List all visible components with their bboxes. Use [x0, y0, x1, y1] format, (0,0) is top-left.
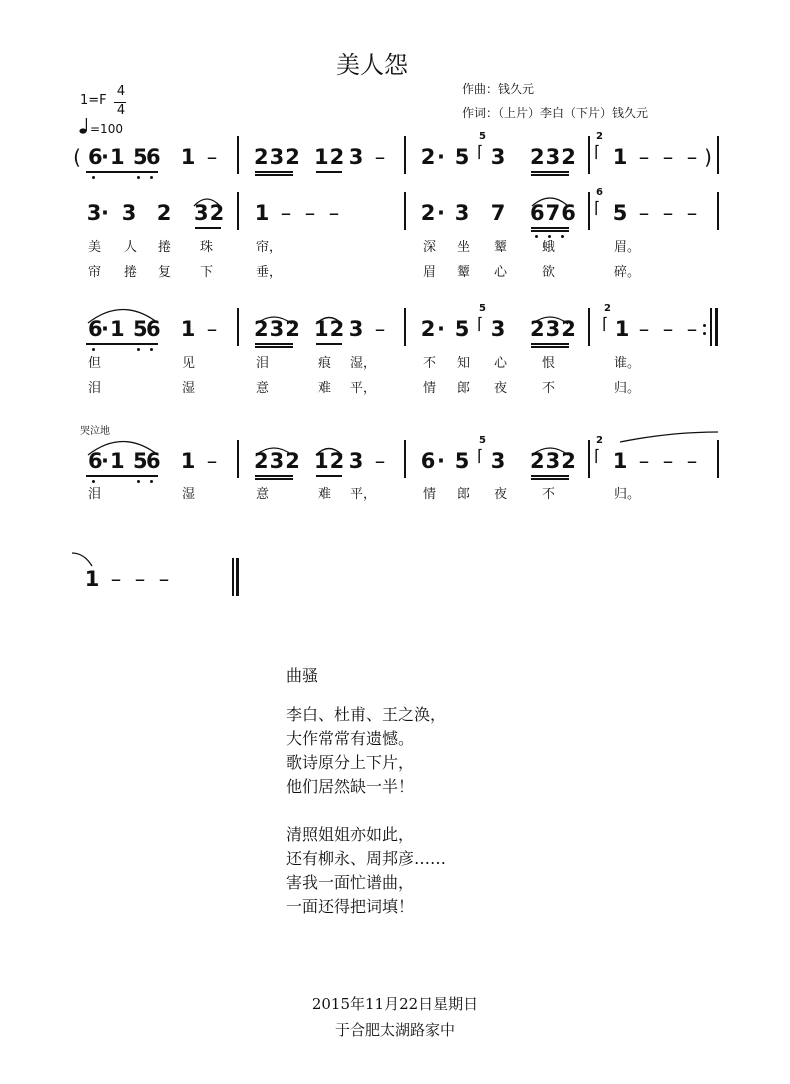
footer-date: 2015年11月22日星期日 [311, 995, 479, 1013]
poem-stanza1-line4: 他们居然缺一半！ [286, 777, 415, 796]
music-line-2: 3 · 3 2 32 1 – – – 2 · 3 7 676 6 ⌈ 5 – – – [0, 200, 790, 240]
open-paren: ( [73, 145, 81, 169]
poem-stanza1-line2: 大作常常有遗憾。 [286, 729, 415, 748]
poem-stanza2-line4: 一面还得把词填！ [286, 897, 415, 916]
time-signature-top: 4 [116, 84, 126, 99]
poem-stanza2-line3: 害我一面忙谱曲， [286, 873, 415, 892]
poem-stanza2-line1: 清照姐姐亦如此， [286, 825, 415, 844]
poem-stanza2-line2: 还有柳永、周邦彦…… [286, 849, 447, 868]
music-line-4: 6 · 1 5 6 1 – 232 12 3 – 6 · 5 5 ⌈ 3 232 2 ⌈ 1 – – – [0, 448, 790, 488]
time-signature-bottom: 4 [116, 103, 126, 118]
poem-stanza1-line1: 李白、杜甫、王之涣， [286, 705, 447, 724]
composer-credit: 作曲：钱久元 [462, 82, 535, 96]
footer-place: 于合肥太湖路家中 [334, 1021, 455, 1039]
tempo-marking: =100 [90, 122, 123, 136]
lyricist-credit: 作词：（上片）李白（下片）钱久元 [462, 106, 649, 120]
song-title: 美人怨 [336, 51, 408, 79]
music-line-1: ( 6 · 1 5 6 1 – 232 12 3 – 2 · 5 5 ⌈ 3 232 2 ⌈ 1 – – – ) [0, 144, 790, 184]
music-line-3: 6 · 1 5 6 1 – 232 12 3 – 2 · 5 5 ⌈ 3 232 2 ⌈ 1 – – – [0, 316, 790, 356]
expression-mark: 哭泣地 [80, 426, 110, 437]
poem-title: 曲骚 [286, 666, 319, 685]
key-signature: 1=F [80, 93, 107, 108]
poem-stanza1-line3: 歌诗原分上下片， [286, 753, 415, 772]
music-line-5: 1 – – – [0, 566, 790, 606]
close-paren: ) [704, 145, 712, 169]
